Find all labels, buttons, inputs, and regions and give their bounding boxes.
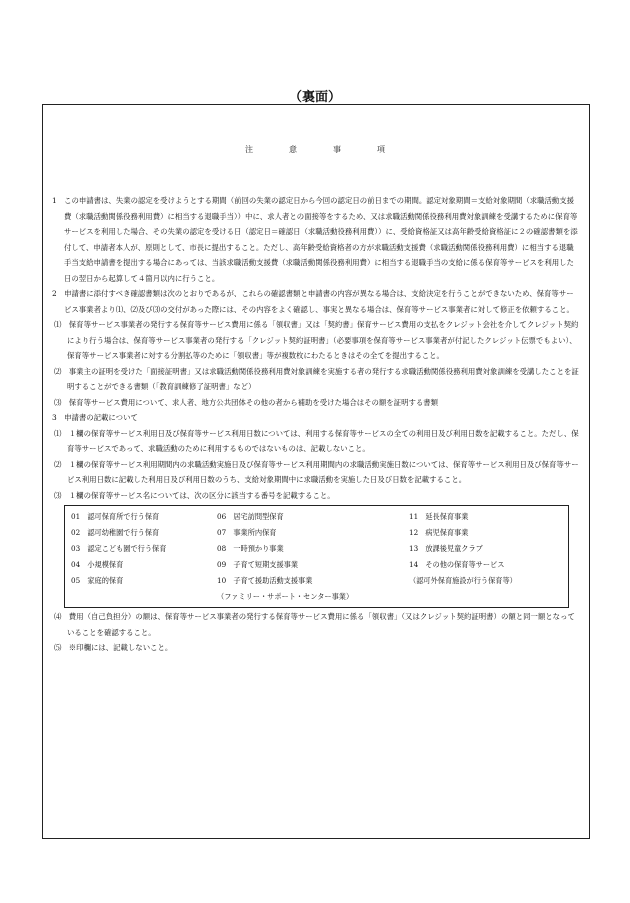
- notice-title: 注 意 事 項: [245, 145, 399, 154]
- table-row: [71, 525, 562, 541]
- table-cell: 02 認可幼稚園で行う保育: [71, 528, 160, 537]
- paragraph-3-5: ⑸ ※印欄には、記載しないこと。: [54, 643, 173, 652]
- table-row: [71, 541, 562, 557]
- table-row: [71, 573, 562, 589]
- paragraph-3-1: ⑴ １欄の保育等サービス利用日及び保育等サービス利用日数については、利用する保育等サービスの全ての利用日及び利用日数を記載すること。ただし、保育等サービスであって、求職活動のために利用するものではないものは、記載しないこと。: [54, 428, 579, 453]
- table-cell: 11 延長保育事業: [409, 512, 469, 521]
- paragraph-2-2: ⑵ 事業主の証明を受けた「面接証明書」又は求職活動関係役務利用費対象訓練を実施する者の発行する求職活動関係役務利用費対象訓練を受講したことを証明することができる書類（「教育訓練修了証明書」など）: [54, 366, 579, 391]
- table-cell: 09 子育て短期支援事業: [217, 560, 299, 569]
- table-cell: 04 小規模保育: [71, 560, 124, 569]
- page-header: （裏面）: [288, 90, 341, 105]
- table-cell: [409, 589, 562, 605]
- notice-body: [48, 193, 580, 656]
- paragraph-3: 3 申請書の記載について: [52, 413, 138, 422]
- table-cell: 08 一時預かり事業: [217, 544, 284, 553]
- table-cell: 13 放課後児童クラブ: [409, 544, 483, 553]
- table-cell: 03 認定こども園で行う保育: [71, 544, 167, 553]
- paragraph-2: 2 申請書に添付すべき確認書類は次のとおりであるが、これらの確認書類と申請書の内容が異なる場合は、支給決定を行うことができないため、保育等サービス事業者より⑴、⑵及び⑶の交付があった際には、その内容をよく確認し、事実と異なる場合は、保育等サービス事業者に対して修正を依頼すること。: [52, 289, 574, 314]
- table-cell: [71, 589, 217, 605]
- table-cell: （認可外保育施設が行う保育等）: [409, 576, 517, 585]
- table-cell: 01 認可保育所で行う保育: [71, 512, 160, 521]
- table-cell: 07 事業所内保育: [217, 528, 277, 537]
- table-cell: 12 病児保育事業: [409, 528, 469, 537]
- paragraph-1: 1 この申請書は、失業の認定を受けようとする期間（前回の失業の認定日から今回の認定日の前日までの期間。認定対象期間＝支給対象期間（求職活動支援費（求職活動関係役務利用費）に相当する退職手当））中に、求人者との面接等をするため、又は求職活動関係役務利用費対象訓練を受講するために保育等サービスを利用した場合、その失業の認定を受ける日（認定日＝確認日（求職活動役務利用費））に、受給資格証又は高年齢受給資格証に２の確認書類を添付して、申請者本人が、原則として、市長に提出すること。ただし、高年齢受給資格者の方が求職活動支援費（求職活動関係役務利用費）に相当する退職手当支給申請書を提出する場合にあっては、当該求職活動支援費（求職活動関係役務利用費）に相当する退職手当の支給に係る保育等サービスを利用した日の翌日から起算して４箇月以内に行うこと。: [52, 196, 578, 283]
- table-cell: 10 子育て援助活動支援事業: [217, 576, 313, 585]
- service-category-table: [64, 505, 569, 608]
- table-row: [71, 589, 562, 605]
- table-cell: 05 家庭的保育: [71, 576, 124, 585]
- paragraph-3-4: ⑷ 費用（自己負担分）の額は、保育等サービス事業者の発行する保育等サービス費用に係る「領収書」（又はクレジット契約証明書）の額と同一額となっていることを確認すること。: [54, 612, 575, 637]
- paragraph-3-3: ⑶ １欄の保育等サービス名については、次の区分に該当する番号を記載すること。: [54, 490, 335, 500]
- table-row: [71, 557, 562, 573]
- paragraph-2-3: ⑶ 保育等サービス費用について、求人者、地方公共団体その他の者から補助を受けた場合はその額を証明する書類: [54, 397, 439, 407]
- table-cell: 14 その他の保育等サービス: [409, 560, 505, 569]
- table-cell: 06 居宅訪問型保育: [217, 512, 284, 521]
- table-row: [71, 509, 562, 525]
- paragraph-2-1: ⑴ 保育等サービス事業者の発行する保育等サービス費用に係る「領収書」又は「契約書」保育サービス費用の支払をクレジット会社を介してクレジット契約により行う場合は、保育等サービス事業者の発行する「クレジット契約証明書」（必要事項を保育等サービス事業者が付記したクレジット伝票でもよい）、保育等サービス事業者に対する分割払等のために「領収書」等が複数枚にわたるときはその全てを提出すること。: [54, 320, 579, 360]
- table-cell: （ファミリー・サポート・センター事業）: [217, 592, 354, 601]
- paragraph-3-2: ⑵ １欄の保育等サービス利用期間内の求職活動実施日及び保育等サービス利用期間内の求職活動実施日数については、保育等サービス利用日及び保育等サービス利用日数に記載した利用日及び利用日数のうち、支給対象期間中に求職活動を実施した日及び日数を記載すること。: [54, 459, 579, 484]
